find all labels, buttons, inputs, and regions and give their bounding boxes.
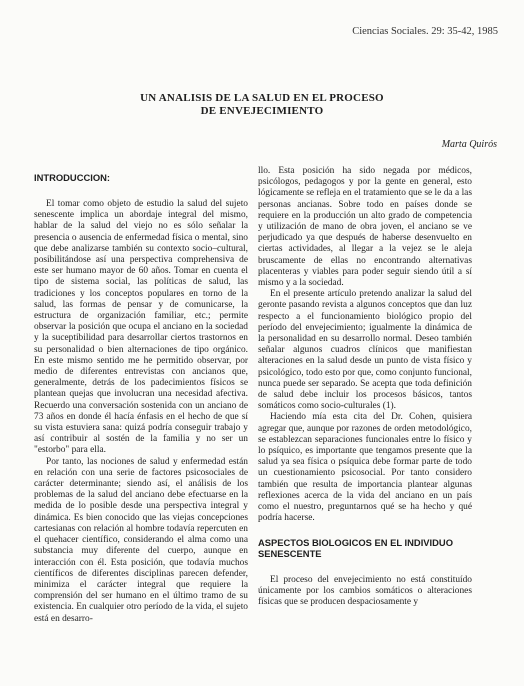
body-paragraph: El proceso del envejecimiento no está constituído únicamente por los cambios somáticos o alteraciones físicas que se producen despaciosamente y xyxy=(258,574,472,607)
article-title-line-1: UN ANALISIS DE LA SALUD EN EL PROCESO xyxy=(140,92,384,104)
right-column xyxy=(258,166,472,608)
left-column xyxy=(34,166,248,625)
section-heading-introduccion: INTRODUCCION: xyxy=(34,172,111,183)
body-paragraph: En el presente artículo pretendo analizar la salud del geronte pasando revista a algunos conceptos que dan luz respecto a el funcionamiento biológico propio del período del envejecimiento; igualmente la dinámica de la personalidad en su desarrollo normal. Deseo también señalar algunos cuadros clínicos que manifiestan alteraciones en la salud desde un punto de vista físico y psicológico, todo esto por que, como conjunto funcional, nunca puede ser separado. Se acepta que toda definición de salud debe incluir los procesos básicos, tantos somáticos como socio-culturales (1). xyxy=(258,289,472,412)
body-paragraph: Por tanto, las nociones de salud y enfermedad están en relación con una serie de factores psicosociales de carácter determinante; siendo así, el análisis de los problemas de la salud del anciano debe efectuarse en la medida de lo posible desde una perspectiva integral y dinámica. Es bien conocido que las viejas concepciones cartesianas con relación al hombre todavía repercuten en el quehacer científico, considerando el alma como una substancia muy diferente del cuerpo, aunque en interacción con él. Esta posición, que todavía muchos científicos de diferentes disciplinas parecen defender, minimiza el carácter integral que requiere la comprensión del ser humano en el último tramo de su existencia. En cualquier otro período de la vida, el sujeto está en desarro- xyxy=(34,456,248,624)
body-paragraph: Haciendo mía esta cita del Dr. Cohen, quisiera agregar que, aunque por razones de orden metodológico, se establezcan separaciones funcionales entre lo físico y lo psíquico, es importante que tengamos presente que la salud ya sea física o psíquica debe formar parte de todo un cuestionamiento psicosocial. Por tanto considero también que resulta de importancia plantear algunas reflexiones acerca de la vida del anciano en un país como el nuestro, preguntarnos qué se ha hecho y qué podría hacerse. xyxy=(258,412,472,524)
body-paragraph: El tomar como objeto de estudio la salud del sujeto senescente implica un abordaje integral del mismo, hablar de la salud del viejo no es sólo señalar la presencia o ausencia de enfermedad física o mental, sino que debe analizarse también su contexto socio–cultural, posibilitándose así una perspectiva comprehensiva de este ser humano mayor de 60 años. Tomar en cuenta el tipo de sistema social, las políticas de salud, las tradiciones y los conceptos populares en torno de la salud, las formas de pensar y de comunicarse, la estructura de organización familiar, etc.; permite observar la posición que ocupa el anciano en la sociedad y la suceptibilidad para desarrollar ciertos trastornos en su personalidad o bien alternaciones de tipo orgánico. En este mismo sentido me he permitido observar, por medio de diferentes entrevistas con ancianos que, generalmente, detrás de los padecimientos físicos se plantean quejas que involucran una necesidad afectiva. Recuerdo una conversación sostenida con un anciano de 73 años en donde él hacía énfasis en el hecho de que sí su vista estuviera sana: quizá podría conseguir trabajo y así contribuir al sostén de la familia y no ser un "estorbo" para ella. xyxy=(34,199,248,456)
journal-citation: Ciencias Sociales. 29: 35-42, 1985 xyxy=(352,26,498,37)
section-heading-aspectos-biologicos: ASPECTOS BIOLOGICOS EN EL INDIVIDUO SENESCENTE xyxy=(258,536,453,559)
article-author: Marta Quirós xyxy=(441,139,497,150)
body-paragraph: llo. Esta posición ha sido negada por médicos, psicólogos, pedagogos y por la gente en general, esto lógicamente se refleja en el tratamiento que se le da a las personas ancianas. Sobre todo en países donde se requiere en la producción un alto grado de competencia y utilización de mano de obra joven, el anciano se ve perjudicado ya que después de haberse desenvuelto en ciertas actividades, al llegar a la vejez se le aleja bruscamente de ellas no encontrando alternativas placenteras y viables para poder seguir siendo útil a sí mismo y a la sociedad. xyxy=(258,166,472,289)
article-title-line-2: DE ENVEJECIMIENTO xyxy=(200,105,324,117)
article-title xyxy=(0,92,524,118)
